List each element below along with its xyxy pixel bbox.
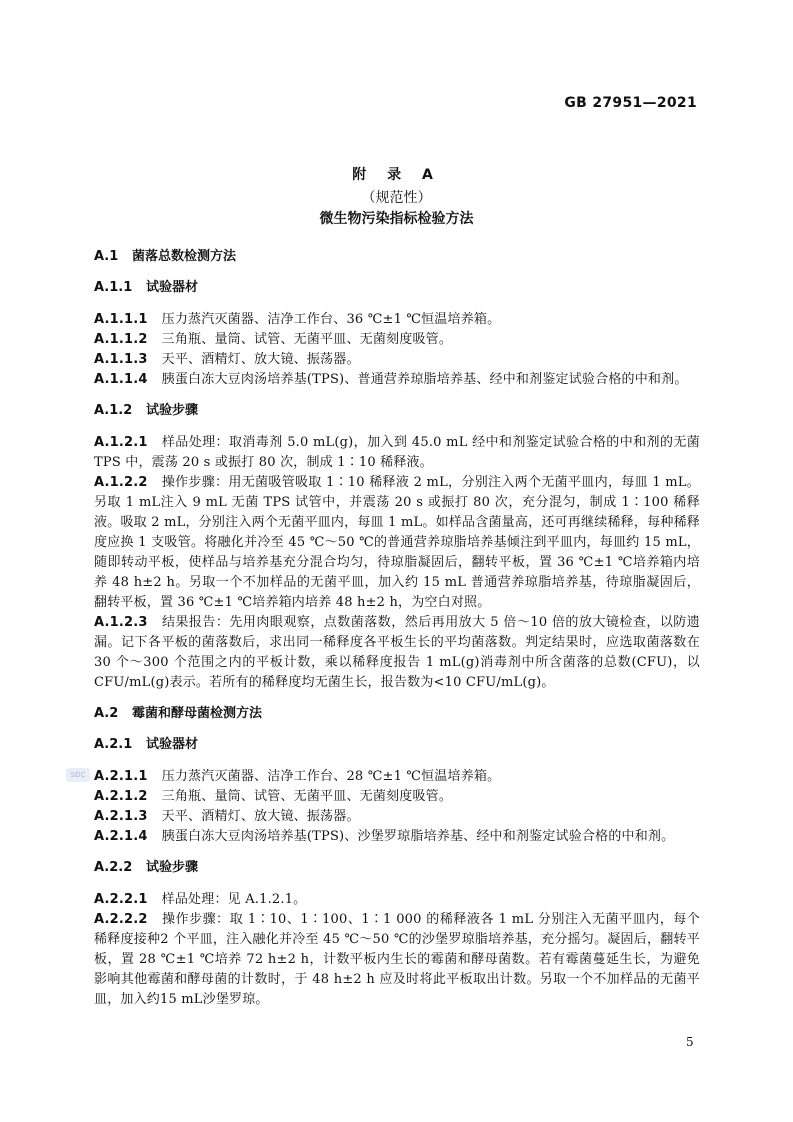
- clause-text: 天平、酒精灯、放大镜、振荡器。: [161, 809, 360, 824]
- clause-a222: [94, 910, 700, 1010]
- standard-code: GB 27951—2021: [564, 95, 697, 111]
- clause-text: 天平、酒精灯、放大镜、振荡器。: [161, 352, 360, 367]
- clause-text: 胰蛋白冻大豆肉汤培养基(TPS)、普通营养琼脂培养基、经中和剂鉴定试验合格的中和剂。: [161, 372, 688, 387]
- section-heading-a2: [94, 704, 700, 724]
- clause-number: A.1.1.1: [94, 312, 148, 327]
- section-heading-a1: [94, 247, 700, 267]
- clause-a211: [94, 767, 700, 787]
- clause-number: A.2.1.4: [94, 829, 148, 844]
- clause-a114: [94, 370, 700, 390]
- clause-number: A.1.2.2: [94, 475, 148, 490]
- section-heading-a11: [94, 278, 700, 298]
- watermark-stamp: SDC: [66, 768, 90, 782]
- clause-text: 压力蒸汽灭菌器、洁净工作台、36 ℃±1 ℃恒温培养箱。: [161, 312, 501, 327]
- clause-number: A.2.1.2: [94, 789, 148, 804]
- clause-a112: [94, 330, 700, 350]
- clause-number: A.2.1.3: [94, 809, 148, 824]
- section-title: 试验器材: [146, 280, 199, 295]
- clause-a123: [94, 613, 700, 693]
- clause-number: A.1.1.2: [94, 332, 148, 347]
- section-number: A.2.1: [94, 737, 133, 752]
- clause-number: A.1.1.4: [94, 372, 148, 387]
- document-body: [94, 247, 700, 1010]
- section-title: 试验步骤: [146, 403, 199, 418]
- section-heading-a22: [94, 858, 700, 878]
- clause-a212: [94, 787, 700, 807]
- clause-number: A.1.2.3: [94, 615, 148, 630]
- section-title: 菌落总数检测方法: [132, 249, 237, 264]
- clause-text: 压力蒸汽灭菌器、洁净工作台、28 ℃±1 ℃恒温培养箱。: [161, 769, 501, 784]
- clause-a221: [94, 890, 700, 910]
- clause-a121: [94, 433, 700, 473]
- clause-text: 三角瓶、量筒、试管、无菌平皿、无菌刻度吸管。: [161, 332, 453, 347]
- section-number: A.1.2: [94, 403, 133, 418]
- clause-text: 操作步骤：取 1∶10、1∶100、1∶1 000 的稀释液各 1 mL 分别注入无菌平皿内，每个稀释度接种2 个平皿，注入融化并冷至 45 ℃～50 ℃的沙堡罗琼脂培养基，充分摇匀。凝固后，翻转平板，置 28 ℃±1 ℃培养 72 h±2 h，计数平板内生长的霉菌和酵母菌数。若有霉菌蔓延生长，为避免影响其他霉菌和酵母菌的计数时，于 48 h±2 h 应及时将此平板取出计数。另取一个不加样品的无菌平皿，加入约15 mL沙堡罗琼。: [94, 912, 700, 1007]
- clause-a214: [94, 827, 700, 847]
- clause-text: 样品处理：见 A.1.2.1。: [161, 892, 307, 907]
- section-title: 霉菌和酵母菌检测方法: [132, 706, 263, 721]
- section-heading-a12: [94, 401, 700, 421]
- appendix-title: 微生物污染指标检验方法: [319, 211, 474, 227]
- section-heading-a21: [94, 735, 700, 755]
- section-number: A.2: [94, 706, 119, 721]
- clause-text: 三角瓶、量筒、试管、无菌平皿、无菌刻度吸管。: [161, 789, 453, 804]
- section-title: 试验步骤: [146, 860, 199, 875]
- page-number: 5: [686, 1035, 694, 1049]
- clause-a122: [94, 473, 700, 613]
- section-number: A.1.1: [94, 280, 133, 295]
- clause-a113: [94, 350, 700, 370]
- clause-number: A.2.2.1: [94, 892, 148, 907]
- section-number: A.2.2: [94, 860, 133, 875]
- clause-number: A.1.1.3: [94, 352, 148, 367]
- section-number: A.1: [94, 249, 119, 264]
- section-title: 试验器材: [146, 737, 199, 752]
- clause-a111: [94, 310, 700, 330]
- appendix-label: 附 录 A: [352, 167, 441, 183]
- clause-text: 胰蛋白冻大豆肉汤培养基(TPS)、沙堡罗琼脂培养基、经中和剂鉴定试验合格的中和剂。: [161, 829, 675, 844]
- clause-number: A.1.2.1: [94, 435, 148, 450]
- appendix-nature: （规范性）: [361, 190, 432, 206]
- clause-a213: [94, 807, 700, 827]
- clause-number: A.2.1.1: [94, 769, 148, 784]
- clause-text: 结果报告：先用肉眼观察，点数菌落数，然后再用放大 5 倍～10 倍的放大镜检查，以防遗漏。记下各平板的菌落数后，求出同一稀释度各平板生长的平均菌落数。判定结果时，应选取菌落数在 30 个～300 个范围之内的平板计数，乘以稀释度报告 1 mL(g)消毒剂中所含菌落的总数(CFU)，以 CFU/mL(g)表示。若所有的稀释度均无菌生长，报告数为<10 CFU/mL(g)。: [94, 615, 700, 690]
- clause-text: 操作步骤：用无菌吸管吸取 1∶10 稀释液 2 mL，分别注入两个无菌平皿内，每皿 1 mL。另取 1 mL注入 9 mL 无菌 TPS 试管中，并震荡 20 s 或振打 80 次，充分混匀，制成 1∶100 稀释液。吸取 2 mL，分别注入两个无菌平皿内，每皿 1 mL。如样品含菌量高，还可再继续稀释，每种稀释度应换 1 支吸管。将融化并冷至 45 ℃～50 ℃的普通营养琼脂培养基倾注到平皿内，每皿约 15 mL，随即转动平板，使样品与培养基充分混合均匀，待琼脂凝固后，翻转平板，置 36 ℃±1 ℃培养箱内培养 48 h±2 h。另取一个不加样品的无菌平皿，加入约 15 mL 普通营养琼脂培养基，待琼脂凝固后，翻转平板，置 36 ℃±1 ℃培养箱内培养 48 h±2 h，为空白对照。: [94, 475, 700, 610]
- clause-text: 样品处理：取消毒剂 5.0 mL(g)，加入到 45.0 mL 经中和剂鉴定试验合格的中和剂的无菌 TPS 中，震荡 20 s 或振打 80 次，制成 1∶10 稀释液。: [94, 435, 700, 470]
- clause-number: A.2.2.2: [94, 912, 148, 927]
